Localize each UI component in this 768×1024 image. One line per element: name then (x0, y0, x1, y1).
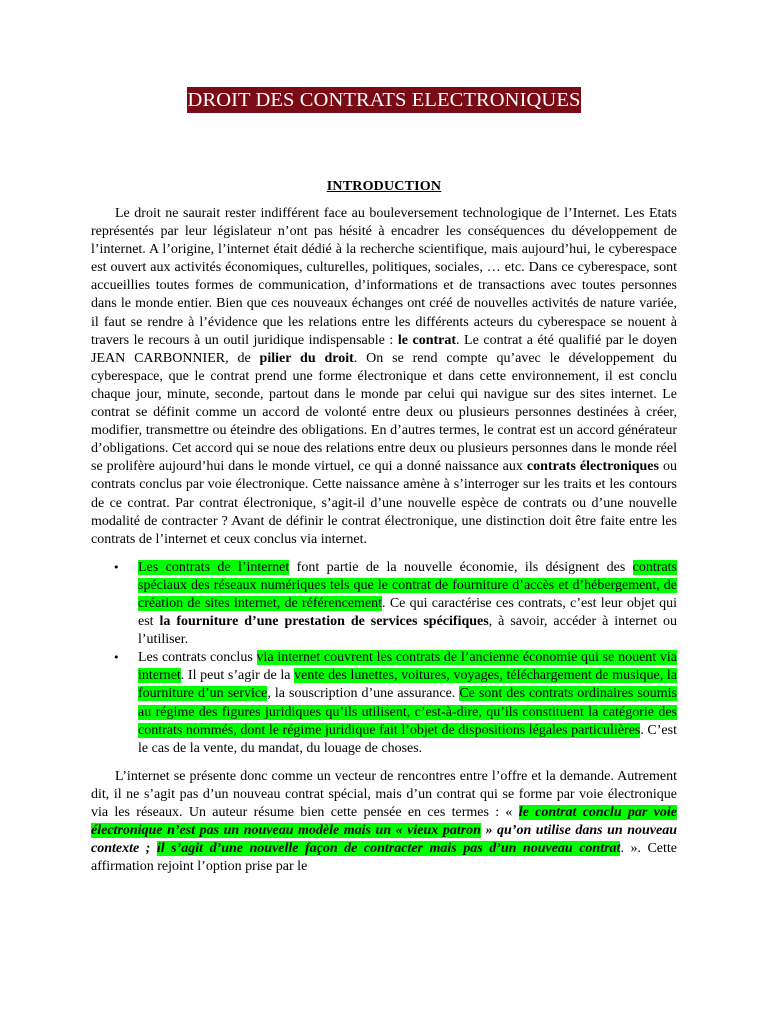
text-run: ou contrats conclus par voie électronique. Cette naissance amène à s’interroger sur les traits et les contours de ce contrat. Par contrat électronique, s’agit-il d’une nouvelle espèce de contrats ou d’une nouvelle modalité de contracter ? Avant de définir le contrat électronique, une distinction doit être faite entre les contrats de l’internet et ceux conclus via internet. (91, 459, 678, 547)
text-run: . ». Cette affirmation rejoint l’option prise par le (91, 841, 678, 875)
bold-text: contrats électroniques (526, 459, 659, 475)
text-run: . Il peut s’agir de la (180, 668, 295, 684)
bold-text: la fourniture d’une prestation de services spécifiques (159, 614, 489, 630)
bullet-text (138, 650, 677, 755)
paragraph-intro (91, 205, 677, 549)
bold-text: » qu’on utilise dans un nouveau contexte ; (91, 823, 677, 857)
text-run: Le droit ne saurait rester indifférent face au bouleversement technologique de l’Internet. Les Etats représentés par leur législateur n’ont pas hésité à encadrer les conséquences du développement de l’internet. A l’origine, l’internet était dédié à la recherche scientifique, mais aujourd’hui, le cyberespace est ouvert aux activités économiques, culturelles, politiques, sociales, … etc. Dans ce cyberespace, sont accueillies toutes formes de communication, d’informations et de transactions avec toutes personnes dans le monde entier. Bien que ces nouveaux échanges ont créé de nouvelles activités de nature variée, il faut se rendre à l’évidence que les relations entre les différents acteurs du cyberespace se nouent à travers le recours à un outil juridique indispensable : (91, 206, 677, 348)
bullet-list (91, 559, 677, 758)
text-run: . Le contrat a été qualifié par le doyen JEAN CARBONNIER, de (91, 332, 677, 366)
bullet-text (138, 560, 677, 647)
highlighted-text: Les contrats de l’internet (138, 559, 290, 575)
bullet-item-contrats-via-internet (91, 649, 677, 758)
highlighted-text: via internet couvrent les contrats de l’ancienne économie qui se nouent via internet (138, 650, 678, 684)
intro-heading-container (91, 177, 677, 195)
highlighted-text: il s’agit d’une nouvelle façon de contracter mais pas d’un nouveau contrat (156, 841, 621, 857)
highlighted-text: Ce sont des contrats ordinaires soumis au régime des figures juridiques qu’ils utilisent, c’est-à-dire, qu’ils constituent la catégorie des contrats nommés, dont le régime juridique fait l’objet de dispositions légales particulières (138, 686, 677, 738)
body-text (91, 205, 677, 876)
text-run: . On se rend compte qu’avec le développement du cyberespace, que le contrat prend une forme électronique et dans cette environnement, il est conclu chaque jour, minute, seconde, partout dans le monde par celui qui navigue sur des sites internet. Le contrat se définit comme un accord de volonté entre deux ou plusieurs personnes destinées à créer, modifier, transmettre ou éteindre des obligations. En d’autres termes, le contrat est un accord générateur d’obligations. Cet accord qui se noue des relations entre deux ou plusieurs personnes dans le monde réel se prolifère aujourd’hui dans le monde virtuel, ce qui a donné naissance aux (91, 350, 677, 475)
text-run: font partie de la nouvelle économie, ils désignent des (289, 559, 633, 575)
paragraph-spacer (91, 549, 677, 559)
bullet-icon: • (113, 651, 120, 665)
title-container (91, 87, 677, 113)
paragraph-spacer (91, 758, 677, 768)
bold-text: le contrat (397, 332, 457, 348)
paragraph-vecteur (91, 768, 677, 877)
text-run: . Ce qui caractérise ces contrats, c’est leur objet qui est (138, 595, 677, 630)
highlighted-text: le contrat conclu par voie électronique n’est pas un nouveau modèle mais un « vieux patron (91, 805, 677, 839)
text-run: L’internet se présente donc comme un vecteur de rencontres entre l’offre et la demande. Autrement dit, il ne s’agit pas d’un nouveau contrat spécial, mais d’un contrat qui se forme par voie électronique via les réseaux. Un auteur résume bien cette pensée en ces termes : « (91, 768, 677, 820)
bold-text: pilier du droit (259, 350, 354, 366)
document-title: DROIT DES CONTRATS ELECTRONIQUES (187, 89, 581, 111)
text-run: . C’est le cas de la vente, du mandat, du louage de choses. (138, 722, 677, 756)
highlighted-text: contrats spéciaux des réseaux numériques tels que le contrat de fourniture d’accès et d’hébergement, de création de sites internet, de référencement (138, 559, 677, 611)
text-run: , à savoir, accéder à internet ou l’utiliser. (138, 614, 677, 648)
bullet-item-contrats-internet (91, 559, 677, 649)
text-run: Les contrats conclus (138, 650, 257, 666)
intro-heading: INTRODUCTION (326, 179, 442, 194)
text-run: , la souscription d’une assurance. (267, 686, 460, 702)
highlighted-text: vente des lunettes, voitures, voyages, téléchargement de musique, la fourniture d’un service (138, 668, 678, 702)
bullet-icon: • (113, 560, 120, 574)
